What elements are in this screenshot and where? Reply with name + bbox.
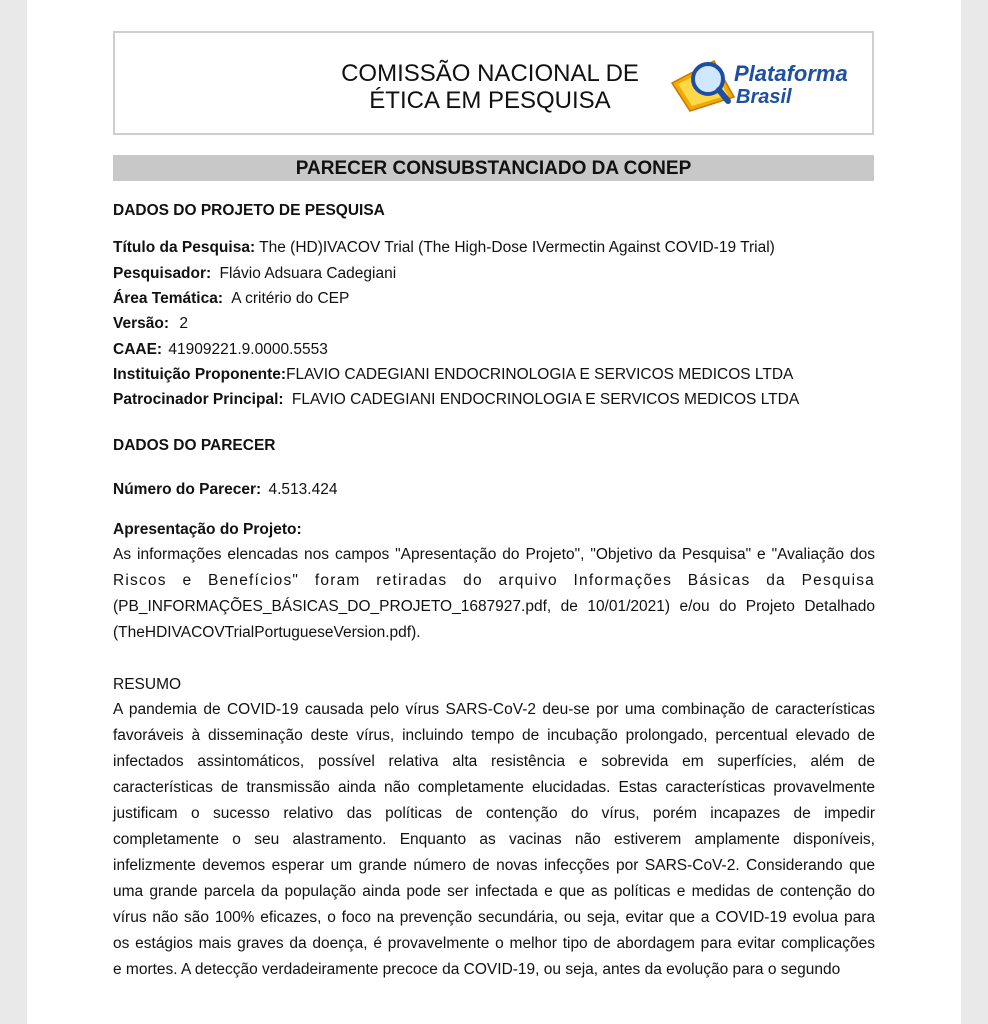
project-section-heading: DADOS DO PROJETO DE PESQUISA bbox=[113, 202, 385, 219]
paragraph-line: características de transmissão ainda não completamente elucidadas. Estas características provavelmente bbox=[113, 779, 875, 796]
summary-heading: RESUMO bbox=[113, 676, 182, 693]
field-value: Flávio Adsuara Cadegiani bbox=[219, 265, 397, 282]
paragraph-line: (PB_INFORMAÇÕES_BÁSICAS_DO_PROJETO_1687927.pdf, de 10/01/2021) e/ou do Projeto Detalhado bbox=[113, 598, 875, 615]
plataforma-brasil-logo bbox=[664, 53, 869, 115]
commission-line-1: COMISSÃO NACIONAL DE bbox=[341, 60, 639, 87]
opinion-number-value: 4.513.424 bbox=[268, 481, 338, 498]
paragraph-line: Riscos e Benefícios" foram retiradas do arquivo Informações Básicas da Pesquisa bbox=[113, 572, 875, 589]
document-page bbox=[27, 0, 961, 1024]
document-title: PARECER CONSUBSTANCIADO DA CONEP bbox=[295, 158, 692, 179]
field-value: 2 bbox=[179, 315, 188, 332]
field-value: A critério do CEP bbox=[231, 290, 350, 307]
field-row-institution bbox=[113, 366, 793, 384]
paragraph-line: justificam o sucesso relativo das políticas de contenção do vírus, porém incapazes de impedir bbox=[113, 805, 875, 822]
commission-name bbox=[335, 60, 645, 114]
paragraph-line: uma grande parcela da população ainda pode ser infectada e que as políticas e medidas de contenção do bbox=[113, 883, 875, 900]
field-label: CAAE: bbox=[113, 341, 163, 358]
header-box bbox=[113, 31, 874, 135]
field-label: Pesquisador: bbox=[113, 265, 212, 282]
document-title-bar bbox=[113, 155, 874, 181]
field-row-researcher bbox=[113, 265, 396, 283]
presentation-paragraph bbox=[113, 542, 875, 646]
field-row-title bbox=[113, 239, 775, 257]
field-row-caae bbox=[113, 341, 328, 359]
opinion-number-row bbox=[113, 481, 337, 499]
field-row-version bbox=[113, 315, 188, 333]
paragraph-line: infectados assintomáticos, possível relativa alta resistência e sobrevida em superfícies, além de bbox=[113, 753, 875, 770]
commission-line-2: ÉTICA EM PESQUISA bbox=[369, 87, 611, 114]
paragraph-line: os estágios mais graves da doença, é provavelmente o melhor tipo de abordagem para evitar complicações bbox=[113, 935, 875, 952]
logo-text-brasil: Brasil bbox=[736, 86, 792, 108]
field-value: FLAVIO CADEGIANI ENDOCRINOLOGIA E SERVICOS MEDICOS LTDA bbox=[291, 391, 800, 408]
paragraph-line: e mortes. A detecção verdadeiramente precoce da COVID-19, ou seja, antes da evolução para o segundo bbox=[113, 961, 841, 978]
paragraph-line: vírus não são 100% eficazes, o foco na prevenção secundária, ou seja, evitar que a COVID-19 evolua para bbox=[113, 909, 875, 926]
paragraph-line: As informações elencadas nos campos "Apresentação do Projeto", "Objetivo da Pesquisa" e "Avaliação dos bbox=[113, 546, 875, 563]
paragraph-line: favoráveis à disseminação deste vírus, incluindo tempo de incubação prolongado, percentual elevado de bbox=[113, 727, 875, 744]
logo-text-plataforma: Plataforma bbox=[734, 61, 848, 86]
field-label: Área Temática: bbox=[113, 290, 223, 307]
field-row-sponsor bbox=[113, 391, 799, 409]
field-label: Instituição Proponente: bbox=[113, 366, 287, 383]
field-row-area bbox=[113, 290, 349, 308]
field-label: Patrocinador Principal: bbox=[113, 391, 284, 408]
field-value: 41909221.9.0000.5553 bbox=[168, 341, 328, 358]
presentation-heading: Apresentação do Projeto: bbox=[113, 521, 302, 538]
field-value: The (HD)IVACOV Trial (The High-Dose IVermectin Against COVID-19 Trial) bbox=[259, 239, 775, 256]
summary-paragraph bbox=[113, 697, 875, 983]
field-value: FLAVIO CADEGIANI ENDOCRINOLOGIA E SERVICOS MEDICOS LTDA bbox=[286, 366, 794, 383]
field-label: Versão: bbox=[113, 315, 170, 332]
paragraph-line: completamente o seu alastramento. Enquanto as vacinas não estiverem amplamente disponíveis, bbox=[113, 831, 875, 848]
opinion-number-label: Número do Parecer: bbox=[113, 481, 262, 498]
paragraph-line: A pandemia de COVID-19 causada pelo vírus SARS-CoV-2 deu-se por uma combinação de características bbox=[113, 701, 875, 718]
paragraph-line: infelizmente devemos esperar um grande número de novas infecções por SARS-CoV-2. Considerando que bbox=[113, 857, 875, 874]
opinion-section-heading: DADOS DO PARECER bbox=[113, 437, 276, 454]
field-label: Título da Pesquisa: bbox=[113, 239, 256, 256]
paragraph-line: (TheHDIVACOVTrialPortugueseVersion.pdf). bbox=[113, 624, 421, 641]
